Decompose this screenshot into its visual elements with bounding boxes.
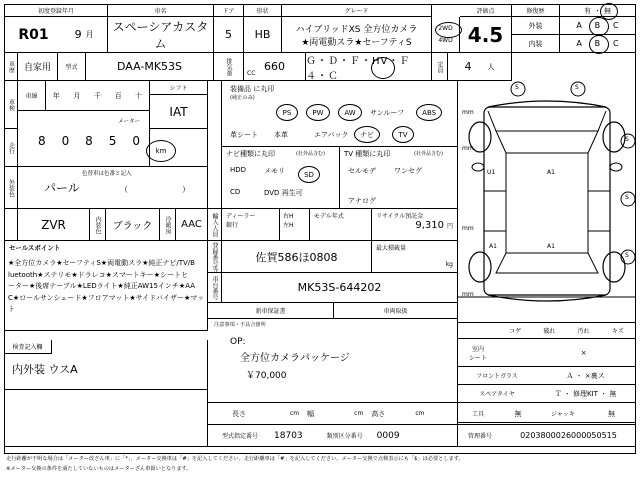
diagram-mark-right-2: S <box>625 194 629 201</box>
mileage-digit-5: 0 <box>132 134 140 148</box>
mileage-digit-3: 8 <box>85 134 93 148</box>
tv-analog: アナログ <box>348 197 376 205</box>
condition-row-frontglass <box>458 367 636 385</box>
inspection-vert-label: 車検 <box>4 81 18 129</box>
drive-4wd: 4WD <box>438 37 453 44</box>
reg-year-month: 9 <box>74 28 82 41</box>
front-glass-label: フロントガラス <box>476 373 518 380</box>
owner-label: 車歴 <box>4 53 18 81</box>
hand-cell <box>280 209 310 241</box>
inspection-label: 車線 <box>18 81 46 111</box>
dealer-label: ディーラー <box>226 213 256 220</box>
sales-point-line-3: ーター★後席テーブル★LEDライト★純正AW15インチ★AA <box>8 282 195 291</box>
recycle-cell <box>372 209 458 241</box>
sales-point-line-4: C★ロールサンシェード★フロアマット★サイドバイザー★マット <box>8 293 204 314</box>
displacement-label: 排気量 <box>214 53 244 81</box>
door-value-cell <box>214 17 244 53</box>
drive-2wd-circle <box>435 22 462 38</box>
class-label: 類別区分番号 <box>326 433 363 440</box>
mileage-digit-1: 8 <box>37 134 46 148</box>
spare-value: Ｔ ・ 修理KIT ・ 無 <box>554 389 617 398</box>
model-year-cell <box>310 209 372 241</box>
manage-label: 管理番号 <box>467 433 492 440</box>
tv-note: (社外品含む) <box>414 151 443 157</box>
tv-title: TV 種類に丸印 <box>344 150 391 158</box>
front-glass-value: Ａ ・ ×裏ス <box>566 371 605 380</box>
diagram-mark-top-1: S <box>515 84 519 91</box>
diagram-mark-right-1: S <box>625 136 629 143</box>
op-note-title: 注意事項・不具合箇所 <box>214 322 266 328</box>
reg-year-label-text: 初度登録年月 <box>37 8 74 15</box>
type-desig-row <box>208 425 458 447</box>
equip-vert-label <box>208 81 222 209</box>
recycle-unit: 円 <box>446 223 453 230</box>
tv-oneseg: ワンセグ <box>394 167 422 175</box>
insp-sen: 千 <box>93 91 101 100</box>
height-cm: cm <box>415 410 425 417</box>
nav-dvd: DVD 再生可 <box>264 189 303 197</box>
seats-value-cell <box>448 53 512 81</box>
manage-value: 0203800026000050515 <box>520 431 617 440</box>
seats-value: 4 <box>464 60 472 73</box>
reg-year-value: R01 <box>18 26 49 43</box>
nav-sd[interactable]: SD <box>298 166 320 183</box>
cooling-value: AAC <box>176 209 208 241</box>
diagram-label-a1-left: A1 <box>489 243 497 250</box>
type-desig-label: 型式指定番号 <box>222 433 259 440</box>
interior-color-value: ブラック <box>106 209 160 241</box>
shape-value-cell <box>244 17 282 53</box>
condition-seat-label: シート <box>468 354 487 362</box>
mileage-unit: km <box>155 147 167 155</box>
inspect-enter-label: 検査記入欄 <box>4 340 52 354</box>
seats-label: 定員 <box>432 53 448 81</box>
spare-label: スペアタイヤ <box>479 391 515 398</box>
condition-col-kizu: キズ <box>611 328 624 335</box>
interior-color-label: 内装色 <box>90 209 106 241</box>
hand-right: 右H <box>283 213 294 220</box>
equip-navi[interactable]: ナビ <box>354 126 380 143</box>
model-name-label-text: 車名 <box>154 8 167 15</box>
interior-grade-values <box>560 35 636 53</box>
serial-label: 車台番号 <box>208 273 222 303</box>
drive-2wd: 2WD <box>438 25 452 32</box>
nav-memory: メモリ <box>264 167 285 175</box>
sales-point-line-1: ★全方位カメラ★セーフティS★両電動スラ★純正ナビ/TV/B <box>8 259 195 267</box>
rating-value: 4.5 <box>467 22 504 47</box>
color-code-cell <box>18 209 90 241</box>
model-year-label: モデル年式 <box>314 213 344 220</box>
height-label: 高さ <box>371 409 386 418</box>
serial-cell <box>222 273 458 303</box>
import-label: 輸入人員 <box>208 209 222 241</box>
mm-label-2: mm <box>462 145 474 152</box>
reg-number-label: 登録番号等 <box>208 241 222 273</box>
max-load-label: 最大積載量 <box>376 245 407 252</box>
sales-point-lines <box>8 258 206 316</box>
diagram-mark-right-3: S <box>625 252 629 259</box>
grade-value-cell <box>282 17 432 53</box>
color-code-value: ZVR <box>41 217 66 232</box>
mileage-digits <box>30 134 148 148</box>
door-label <box>214 4 244 17</box>
equip-body-label: 本革 <box>274 130 288 139</box>
tv-items-row1 <box>348 166 456 176</box>
width-label: 幅 <box>307 409 315 418</box>
op-label: OP: <box>230 337 246 347</box>
exterior-grade-b-circle <box>589 17 609 36</box>
mileage-digit-2: 0 <box>61 134 70 148</box>
equip-ps[interactable]: PS <box>276 104 298 121</box>
seats-unit: 人 <box>487 62 495 71</box>
inspect-enter-value: 内外装 ウスA <box>12 363 78 376</box>
type-value: DAA-MK53S <box>86 53 214 81</box>
equip-leather: 革シート <box>230 130 258 139</box>
grade-line1: ハイブリッドXS 全方位カメラ <box>295 24 418 35</box>
equip-items-row1 <box>276 104 452 121</box>
equip-abs[interactable]: ABS <box>416 104 442 121</box>
diagram-label-a1-right: A1 <box>547 243 555 250</box>
model-name-value-cell <box>108 17 214 53</box>
op-price: ￥70,000 <box>246 371 287 381</box>
condition-header <box>458 323 636 339</box>
equip-pw[interactable]: PW <box>306 104 330 121</box>
displacement-value: 660 <box>264 60 285 73</box>
reg-number-value: 佐賀586ほ0808 <box>255 250 338 264</box>
repair-yes: 有 <box>584 6 591 15</box>
transmission-selected-circle <box>371 57 395 79</box>
serial-value: MK53S-644202 <box>297 281 382 294</box>
repair-value-cell <box>560 4 636 17</box>
repair-sep: ・ <box>594 6 601 15</box>
rating-label-text: 評価点 <box>476 8 495 15</box>
recycle-value: 9,310 <box>415 220 444 231</box>
condition-col-koge: コゲ <box>509 328 522 335</box>
interior-grade-label: 内装 <box>512 35 560 53</box>
exterior-color-vert-label: 外装色 <box>4 167 18 209</box>
model-name-label <box>108 4 214 17</box>
type-label: 型式 <box>58 53 86 81</box>
condition-row-tools <box>458 403 636 425</box>
type-desig-value: 18703 <box>274 430 303 441</box>
insp-year: 年 <box>52 91 60 100</box>
recycle-label: リサイクル預託金 <box>376 213 424 220</box>
mm-label-4: mm <box>462 291 474 298</box>
model-name-value: スペーシアカスタム <box>112 19 209 51</box>
vehicle-diagram <box>458 81 636 323</box>
condition-col-yogore: 汚れ <box>577 328 590 335</box>
exterior-color-cell <box>18 167 208 209</box>
tools-value: 無 <box>514 409 522 418</box>
nav-cd: CD <box>230 188 241 196</box>
insp-hyaku: 百 <box>114 91 122 100</box>
grade-label <box>282 4 432 17</box>
sales-point-label: セールスポイント <box>9 244 61 252</box>
vehicle-doc-cell: 車両取扱 <box>334 303 458 319</box>
left-bottom-strip <box>4 390 208 447</box>
dealer-cell <box>222 209 280 241</box>
paren-left: （ <box>120 185 128 194</box>
manage-number-row <box>458 425 636 447</box>
door-value: 5 <box>225 28 232 41</box>
insp-month: 月 <box>73 91 81 100</box>
shape-label <box>244 4 282 17</box>
mm-label-3: mm <box>462 225 474 232</box>
jack-label: ジャッキ <box>551 411 575 418</box>
class-value: 0009 <box>376 430 400 441</box>
nav-items-row1 <box>230 166 338 183</box>
interior-grade-b-circle <box>589 35 609 54</box>
mileage-caution-cell <box>150 129 208 167</box>
diagram-mark-top-2: S <box>575 84 579 91</box>
warranty-cell: 新車保証書 <box>208 303 334 319</box>
condition-col-yabure: 破れ <box>543 328 556 335</box>
jack-value: 無 <box>608 409 615 418</box>
hand-left: 左H <box>283 222 294 229</box>
mm-label-1: mm <box>462 109 474 116</box>
interior-grade-b: B <box>595 39 601 48</box>
bank-label: 銀行 <box>226 222 239 229</box>
nav-title: ナビ種類に丸印 <box>226 150 275 158</box>
nav-note: (社外品含む) <box>296 151 325 157</box>
equip-items-row2 <box>230 126 454 143</box>
reg-year-unit: 月 <box>85 30 94 39</box>
equip-tv[interactable]: TV <box>392 126 414 143</box>
repair-label <box>512 4 560 17</box>
condition-interior-label: 室内 <box>471 345 484 353</box>
length-label: 長さ <box>232 409 246 418</box>
length-cm: cm <box>290 410 300 417</box>
exterior-grade-a: A <box>576 21 582 30</box>
footnote-1: 走行距離が不明な場合は「メーター改ざん車」に「*」、メーター交換車は「#」を記入してください。走行距離車は「#」を記入してください。メーター交換で点検表示にも「$」は必要とします。 <box>6 456 464 462</box>
door-label-text: ドア <box>222 8 235 15</box>
displacement-value-cell <box>244 53 306 81</box>
cc-label: CC <box>247 70 256 77</box>
reg-number-cell <box>222 241 372 273</box>
shift-label: シフト <box>150 81 208 95</box>
exterior-grade-values <box>560 17 636 35</box>
sales-point-line-2: luetooth★ステリモ★ドラレコ★スマートキー★シートヒ <box>8 270 189 279</box>
exterior-grade-b: B <box>595 21 601 30</box>
nav-hdd: HDD <box>230 166 247 174</box>
condition-row-spare <box>458 385 636 403</box>
grade-line2: ★両電動スラ★セーフティS <box>301 37 412 48</box>
shape-value: HB <box>254 28 271 41</box>
shift-value: IAT <box>150 95 208 129</box>
rating-label <box>460 4 512 17</box>
mileage-digit-4: 5 <box>108 134 117 148</box>
nav-items-row2 <box>230 188 338 198</box>
dimensions-row <box>208 403 458 425</box>
tv-items-row2 <box>348 188 376 207</box>
op-package: 全方位カメラパッケージ <box>240 353 350 364</box>
repair-no: 無 <box>604 6 611 16</box>
insp-juu: 十 <box>135 91 143 100</box>
owner-value: 自家用 <box>18 53 58 81</box>
interior-grade-a: A <box>576 39 582 48</box>
equip-note: (純正のみ) <box>230 95 255 101</box>
tv-fullseg: セルモデ <box>348 167 376 175</box>
width-cm: cm <box>354 410 364 417</box>
transmission-cell <box>306 53 432 81</box>
grade-label-text: グレード <box>344 8 369 15</box>
equip-airbag: エアバック <box>314 130 349 139</box>
exterior-grade-label: 外装 <box>512 17 560 35</box>
diagram-label-a1-top: A1 <box>547 169 555 176</box>
transmission-options: Ｇ・Ｄ・Ｆ・HV・Ｆ４・Ｃ <box>306 55 411 82</box>
shape-label-text: 形状 <box>256 8 269 15</box>
exterior-color-value: パール <box>44 181 80 195</box>
mileage-caution: 色替車は色番と記入 <box>82 171 132 177</box>
diagram-label-u1: U1 <box>487 169 496 176</box>
condition-val-yogore: × <box>580 348 587 357</box>
max-load-cell <box>372 241 458 273</box>
equip-aw[interactable]: AW <box>338 104 362 121</box>
interior-grade-c: C <box>612 39 619 48</box>
color-code-vert-label <box>4 209 18 241</box>
paren-right: ） <box>182 185 190 194</box>
footnote-2: ※メーター交換の条件を満たしていないものはメーターざん車扱いとなります。 <box>6 466 192 472</box>
max-load-unit: kg <box>445 261 453 268</box>
equip-title: 装備品 に丸印 <box>230 85 275 93</box>
exterior-grade-c: C <box>612 21 619 30</box>
condition-row-interior <box>458 339 636 367</box>
repair-label-text: 修復歴 <box>526 8 545 15</box>
cooling-label: 冷暖房 <box>160 209 176 241</box>
mileage-note-label: メーター <box>118 119 141 125</box>
tools-label: 工具 <box>471 411 484 418</box>
mileage-vert-label: 走行 <box>4 129 18 167</box>
reg-year-value-cell <box>4 17 108 53</box>
drive-cell <box>432 17 460 53</box>
reg-year-label <box>4 4 108 17</box>
inspection-grid <box>46 81 150 111</box>
rating-value-cell <box>460 17 512 53</box>
equip-sunroof: サンルーフ <box>370 108 405 117</box>
